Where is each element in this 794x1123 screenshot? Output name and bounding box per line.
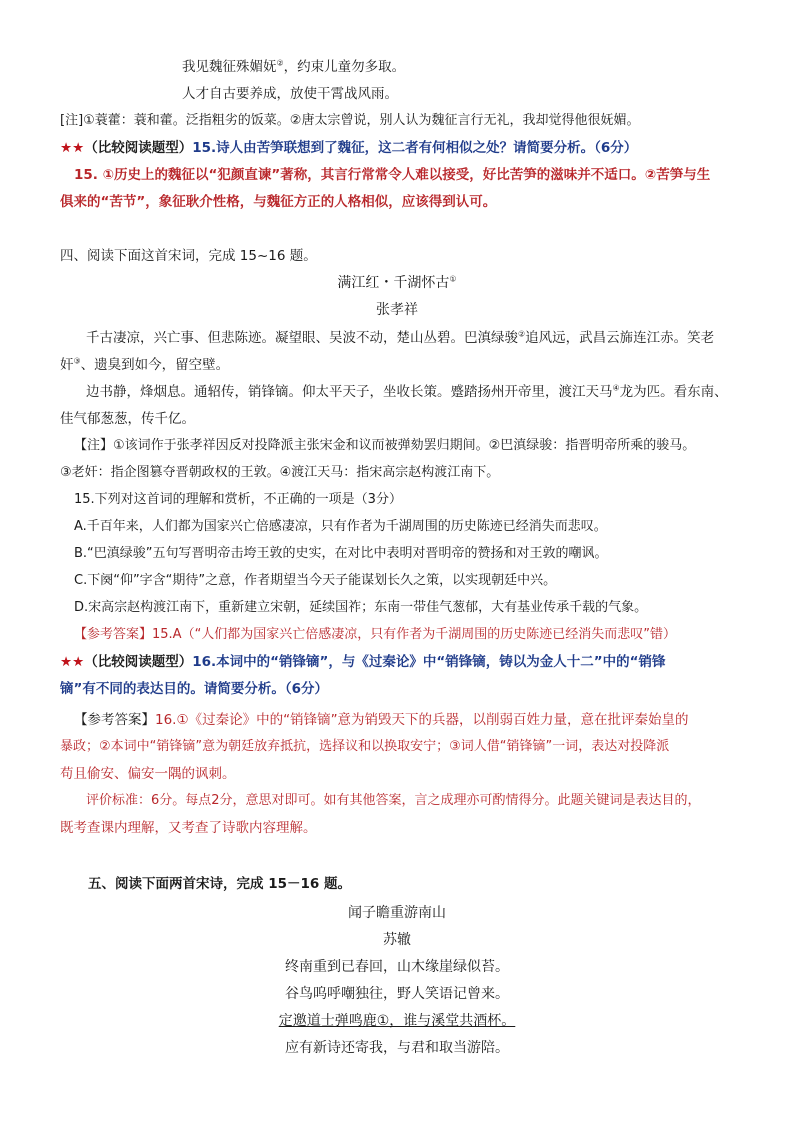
poem-verse: 奸③、遗臭到如今，留空壁。 <box>60 356 230 373</box>
answer-16-cont: 暴政；②本词中“销锋镝”意为朝廷放弃抵抗，选择议和以换取安宁；③词人借“销锋镝”一词，表达对投降派 <box>60 739 670 754</box>
poem-verse: 佳气郁葱葱，传千亿。 <box>60 411 195 427</box>
answer-16: 【参考答案】16.①《过秦论》中的“销锋镝”意为销毁天下的兵器，以削弱百姓力量，意在批评秦始皇的 <box>74 712 689 728</box>
poem-author: 苏辙 <box>383 932 411 948</box>
evaluation: 既考查课内理解，又考查了诗歌内容理解。 <box>60 820 317 836</box>
option-a: A.千百年来，人们都为国家兴亡倍感凄凉，只有作者为千湖周围的历史陈迹已经消失而悲叹。 <box>74 519 607 534</box>
poem-title: 满江红・千湖怀古① <box>337 274 457 291</box>
poem-note: ③老奸：指企图篡夺晋朝政权的王敦。④渡江天马：指宋高宗赵构渡江南下。 <box>60 465 500 480</box>
compare-question: ★★（比较阅读题型）15.诗人由苦笋联想到了魏征，这二者有何相似之处？请简要分析。（6分） <box>60 140 638 156</box>
answer-line: 俱来的“苦节”，象征耿介性格，与魏征方正的人格相似，应该得到认可。 <box>60 194 497 210</box>
poem-line-underlined: 定邀道士弹鸣鹿①，谁与溪堂共酒杯。 <box>278 1013 516 1029</box>
evaluation: 评价标准：6分。每点2分，意思对即可。如有其他答案，言之成理亦可酌情得分。此题关键词是表达目的， <box>86 793 701 808</box>
poem-line: 人才自古要养成，放使干霄战风雨。 <box>182 86 398 102</box>
poem-line: 应有新诗还寄我，与君和取当游陪。 <box>285 1040 509 1056</box>
poem-line: 终南重到已春回，山木缘崖绿似苔。 <box>285 959 509 975</box>
poem-verse: 千古凄凉，兴亡事、但悲陈迹。凝望眼、吴波不动，楚山丛碧。巴滇绿骏②追风远，武昌云旆连江赤。笑老 <box>86 329 715 346</box>
poem-verse: 边书静，烽烟息。通轺传，销锋镝。仰太平天子，坐收长策。蹙踏扬州开帝里，渡江天马④龙为匹。看东南、 <box>86 383 728 400</box>
answer-16-cont: 苟且偷安、偏安一隅的讽刺。 <box>60 766 236 782</box>
compare-question: ★★（比较阅读题型）16.本词中的“销锋镝”，与《过秦论》中“销锋镝，铸以为金人十二”中的“销锋 <box>60 654 666 670</box>
option-d: D.宋高宗赵构渡江南下，重新建立宋朝，延续国祚；东南一带佳气葱郁，大有基业传承千载的气象。 <box>74 600 648 615</box>
section-heading: 五、阅读下面两首宋诗，完成 15－16 题。 <box>88 876 351 892</box>
answer-line: 15. ①历史上的魏征以“犯颜直谏”著称，其言行常常令人难以接受，好比苦笋的滋味并不适口。②苦笋与生 <box>74 167 711 183</box>
question-15: 15.下列对这首词的理解和赏析，不正确的一项是（3分） <box>74 492 402 507</box>
option-b: B.“巴滇绿骏”五句写晋明帝击垮王敦的史实，在对比中表明对晋明帝的赞扬和对王敦的嘲讽。 <box>74 546 608 561</box>
poem-note: [注]①蓑藿：蓑和藿。泛指粗劣的饭菜。②唐太宗曾说，别人认为魏征言行无礼，我却觉得他很妩媚。 <box>60 113 640 128</box>
poem-note: 【注】①该词作于张孝祥因反对投降派主张宋金和议而被弹劾罢归期间。②巴滇绿骏：指晋明帝所乘的骏马。 <box>74 438 696 453</box>
poem-title: 闻子瞻重游南山 <box>348 905 446 921</box>
option-c: C.下阕“仰”字含“期待”之意，作者期望当今天子能谋划长久之策，以实现朝廷中兴。 <box>74 573 557 588</box>
poem-author: 张孝祥 <box>376 302 418 318</box>
answer-15: 【参考答案】15.A（“人们都为国家兴亡倍感凄凉，只有作者为千湖周围的历史陈迹已经消失而悲叹”错） <box>74 627 677 642</box>
compare-question-cont: 镝”有不同的表达目的。请简要分析。（6分） <box>60 681 329 697</box>
section-heading: 四、阅读下面这首宋词，完成 15~16 题。 <box>60 248 317 264</box>
poem-line: 我见魏征殊媚妩②，约束儿童勿多取。 <box>182 58 406 75</box>
poem-line: 谷鸟呜呼嘲独往，野人笑语记曾来。 <box>285 986 509 1002</box>
